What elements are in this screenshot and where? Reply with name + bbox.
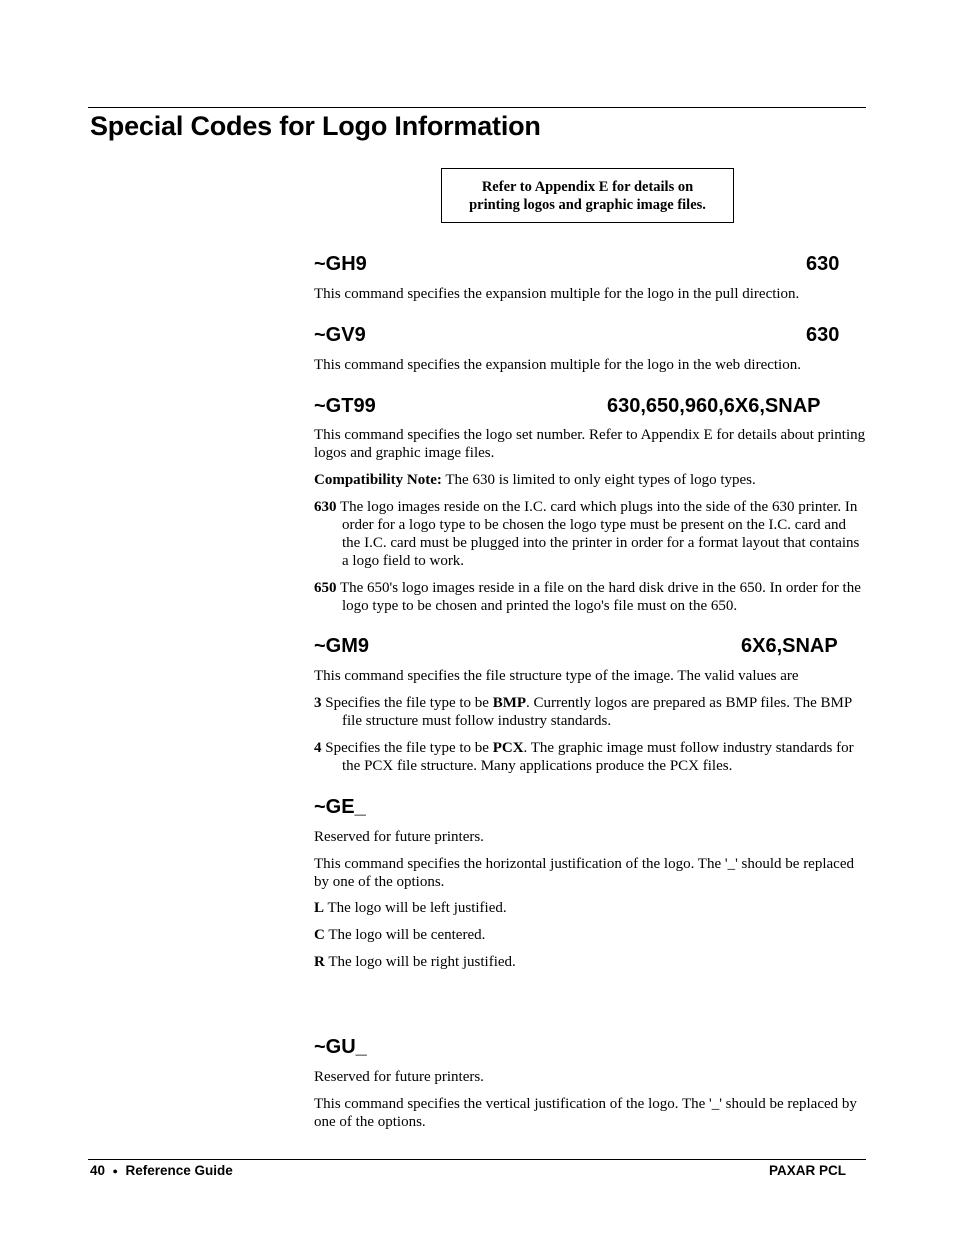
item-format: BMP [492, 695, 527, 711]
item-text-rest: . Currently logos are prepared as BMP files. The BMP file structure must follow industry standards. [342, 695, 852, 729]
compatibility-note-text: The 630 is limited to only eight types of logo types. [441, 472, 756, 488]
option-key: L [314, 900, 325, 916]
option-text: The logo will be centered. [324, 927, 486, 943]
option-text: The logo will be right justified. [324, 954, 516, 970]
footer-page-number: 40 [90, 1163, 106, 1178]
command-ge-description: This command specifies the horizontal justification of the logo. The '_' should be replaced by one of the options. [314, 856, 854, 890]
note-line-2: printing logos and graphic image files. [469, 196, 706, 213]
note-line-1: Refer to Appendix E for details on [481, 178, 694, 195]
footer-product: PAXAR PCL [768, 1163, 846, 1178]
gm9-item-4 [314, 739, 866, 775]
command-gv9-heading: ~GV9 [314, 324, 366, 346]
command-gm9-heading: ~GM9 [314, 635, 370, 657]
item-key: 630 [314, 499, 337, 515]
item-text: The logo images reside on the I.C. card which plugs into the side of the 630 printer. In order for a logo type to be chosen the logo type must be present on the I.C. card and the I.C. card must be plugged into the printer in order for a format layout that contains a logo field to work. [336, 499, 860, 569]
bottom-rule [88, 1159, 866, 1160]
option-key: R [314, 954, 325, 970]
command-gm9-models: 6X6,SNAP [741, 635, 838, 657]
item-key: 650 [314, 580, 337, 596]
command-gh9-models: 630 [806, 253, 840, 275]
gt99-item-650 [314, 579, 866, 615]
item-format: PCX [492, 740, 524, 756]
ge-option-l [314, 899, 866, 917]
item-text: Specifies the file type to be [321, 695, 493, 711]
item-text: The 650's logo images reside in a file on the hard disk drive in the 650. In order for the logo type to be chosen and printed the logo's file must on the 650. [336, 580, 861, 614]
footer-guide-title: Reference Guide [125, 1163, 233, 1178]
appendix-note-box [441, 168, 734, 223]
gm9-item-3 [314, 694, 866, 730]
ge-option-c [314, 926, 866, 944]
gt99-item-630 [314, 498, 866, 570]
command-gh9-description: This command specifies the expansion multiple for the logo in the pull direction. [314, 286, 800, 302]
compatibility-note-label: Compatibility Note: [314, 472, 442, 488]
ge-option-r [314, 953, 866, 971]
command-gu-description: This command specifies the vertical justification of the logo. The '_' should be replaced by one of the options. [314, 1096, 857, 1130]
footer-left [90, 1162, 233, 1180]
item-key: 3 [314, 695, 322, 711]
command-gu-reserved: Reserved for future printers. [314, 1069, 484, 1085]
command-gv9-models: 630 [806, 324, 840, 346]
command-gh9-heading: ~GH9 [314, 253, 367, 275]
command-gt99-description: This command specifies the logo set number. Refer to Appendix E for details about printing logos and graphic image files. [314, 427, 866, 461]
compatibility-note [314, 471, 866, 489]
item-key: 4 [314, 740, 322, 756]
option-text: The logo will be left justified. [324, 900, 507, 916]
command-gt99-heading: ~GT99 [314, 395, 376, 417]
item-text: Specifies the file type to be [321, 740, 493, 756]
command-gt99-models: 630,650,960,6X6,SNAP [607, 395, 821, 417]
command-ge-heading: ~GE_ [314, 796, 366, 818]
command-gm9-description: This command specifies the file structure type of the image. The valid values are [314, 668, 799, 684]
command-ge-reserved: Reserved for future printers. [314, 829, 484, 845]
footer-bullet: ● [112, 1166, 118, 1176]
command-gu-heading: ~GU_ [314, 1036, 367, 1058]
command-gv9-description: This command specifies the expansion multiple for the logo in the web direction. [314, 357, 801, 373]
page-title: Special Codes for Logo Information [90, 111, 541, 141]
option-key: C [314, 927, 325, 943]
item-text-rest: . The graphic image must follow industry standards for the PCX file structure. Many applications produce the PCX files. [342, 740, 854, 774]
